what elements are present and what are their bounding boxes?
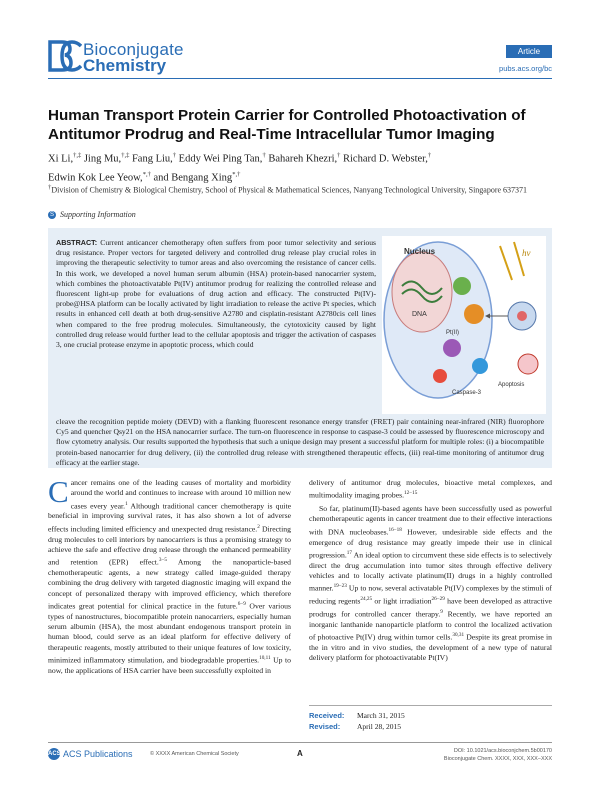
citation-ref[interactable]: 26−29 [431,596,445,603]
revised-date: April 28, 2015 [357,722,401,731]
citation-info: Bioconjugate Chem. XXXX, XXX, XXX−XXX [443,755,552,762]
author-name: Fang Liu, [131,153,173,165]
toc-caspase-label: Caspase-3 [452,390,482,396]
citation-ref[interactable]: 9 [440,609,443,616]
publisher-name: ACS Publications [63,749,133,759]
body-text: delivery of antitumor drug molecules, bioactive metal complexes, and multimodality imaging probes. [309,478,552,500]
body-text: Although traditional cancer chemotherapy is quite beneficial in improving survival rates, it has also shown a lot of adverse effects including limited efficiency and unexpected drug resistance. [48,501,291,534]
author-mark: *,† [142,170,151,178]
body-text: Recently, we have reported an inorganic lanthanide nanoparticle platform to control the localized activation of photoactive Pt(IV) drug within tumor cells. [309,609,552,642]
toc-dna-label: DNA [412,311,427,318]
supporting-info-link[interactable] [48,210,136,219]
author-mark: † [262,152,266,159]
supporting-info-label: Supporting Information [60,210,136,219]
body-text: ancer remains one of the leading causes of mortality and morbidity around the world and continues to increase with around 10 million new cases every year. [70,478,291,511]
journal-logo-mark [48,40,82,72]
journal-url-link[interactable]: pubs.acs.org/bc [499,64,552,73]
author-name: Bahareh Khezri, [268,153,338,165]
paper-title: Human Transport Protein Carrier for Controlled Photoactivation of Antitumor Prodrug and Real-Time Intracellular Tumor Imaging [48,107,526,143]
author-name: and Bengang Xing [153,172,233,183]
journal-name-line1: Bioconjugate [83,40,184,59]
supporting-info-icon: S [49,211,54,218]
received-date: March 31, 2015 [357,711,405,720]
toc-apoptosis-label: Apoptosis [498,382,525,388]
journal-name-line2: Chemistry [83,56,167,75]
citation-ref[interactable]: 1 [125,500,128,507]
citation-ref[interactable]: 10,11 [259,655,271,661]
body-text: So far, platinum(II)-based agents have been successfully used as powerful chemotherapeutic agents in cancer treatment due to their effective interactions with DNA nucleobases. [309,504,552,537]
body-text: Despite its great promise in the in vitro and in vivo studies, the development of a new type of natural delivery platform for photoactivatable Pt(IV) [309,632,552,663]
copyright-notice: © XXXX American Chemical Society [150,751,239,757]
drop-cap: C [48,474,69,509]
footer-divider [48,742,552,743]
author-list [48,148,558,185]
author-name: Jing Mu, [83,153,122,165]
body-text: or light irradiation [372,596,432,606]
author-mark: *,† [232,170,241,178]
author-mark: † [427,152,432,159]
author-name: Xi Li, [48,153,74,165]
body-column-right [309,478,552,664]
doi-block [444,748,552,763]
body-text: have been developed as attractive prodrugs for controlled cancer therapy. [309,596,552,619]
abstract-text-part1 [56,238,376,350]
received-label: Received: [309,711,345,720]
abstract-label: ABSTRACT: [56,238,98,247]
citation-ref[interactable]: 12−15 [404,490,418,497]
header-divider [48,78,552,79]
body-text: Among the nanoparticle-based chemotherapeutic agents, a new strategy called image-guided therapy combining the drug delivery with targeted diagnostic imaging will expand the concept of personalized therapy with improved efficiency, which therefore indicates great potential for clinical practice in the future. [48,557,291,611]
author-mark: † [172,152,177,159]
publisher-logo[interactable] [48,748,133,760]
body-column-left [48,474,292,676]
body-text: An ideal option to circumvent these side effects is to selectively direct the drug accumulation into tumor sites through effective delivery vehicles and to locally activate platinum(II) drugs in a highly controlled manner. [309,550,552,593]
body-text: Over various types of nanostructures, biocompatible protein nanocarriers, especially human serum albumin (HSA), the most abundant endogenous transport protein in human blood, could serve as an ideal platform for effective delivery of therapeutic reagents, mostly attributed to their unique features of low toxicity, minimized inflammatory stimulation, and biodegradable properties. [48,601,292,665]
page-number: A [297,749,303,758]
citation-ref[interactable]: 16−18 [388,526,402,533]
author-name: Edwin Kok Lee Yeow, [48,172,143,183]
toc-pt-label: Pt(II) [446,330,459,336]
citation-ref[interactable]: 24,25 [360,596,373,603]
doi-link[interactable]: DOI: 10.1021/acs.bioconjchem.5b00170 [453,748,552,754]
citation-ref[interactable]: 6−9 [237,600,246,607]
article-type-badge: Article [506,45,552,58]
received-revised-dates [309,705,552,732]
acs-logo-icon: ACS [48,748,60,760]
toc-nucleus-label: Nucleus [404,247,436,256]
citation-ref[interactable]: 3−5 [158,557,167,564]
author-name: Richard D. Webster, [343,153,428,165]
author-name: Eddy Wei Ping Tan, [178,153,263,165]
body-text: However, undesirable side effects and the emergence of drug resistance may greatly impede their use in clinical progression. [309,527,552,560]
citation-ref[interactable]: 19−23 [333,583,347,590]
body-text: Up to now, the applications of HSA carrier have been successfully exploited in [48,655,291,675]
author-mark: †,‡ [73,152,82,159]
abstract-text-part2: cleave the recognition peptide moiety (DEVD) with a flanking fluorescent resonance energy transfer (FRET) pair containing near-infrared (NIR) fluorophore Cy5 and quencher Qsy21 on the HSA nanocarrier surface. The turn-on fluorescence in response to caspase-3 could be assessed by fluorescence microscopy and flow cytometry analysis. Our results supported the hypothesis that such a unique design may present a successful platform for multiple roles: (i) a biocompatible protein-based nanocarrier for drug delivery, (ii) the controlled drug release with strengthened therapeutic effects, (iii) real-time monitoring of antitumor drug efficacy at the earlier stage. [56,417,544,467]
affiliation-text: Division of Chemistry & Biological Chemistry, School of Physical & Mathematical Sciences, Nanyang Technological University, Singapore 637371 [51,185,528,195]
toc-graphic [382,236,546,414]
author-mark: † [337,152,341,159]
toc-light-label: hν [522,248,531,258]
citation-ref[interactable]: 2 [257,523,260,530]
body-text: Up to now, several activatable Pt(IV) complexes by the stimuli of reducing regents [309,583,552,606]
affiliation-mark: † [48,184,52,191]
revised-label: Revised: [309,722,341,731]
author-mark: †,‡ [121,152,130,159]
body-text: Directing drug molecules to cell interiors by nanocarriers is thus a promising strategy to achieve the safe and effective drug release through the enhanced permeability and retention (EPR) effect. [48,524,291,567]
citation-ref[interactable]: 30,31 [452,632,465,639]
abstract-body-1: Current anticancer chemotherapy often suffers from poor tumor selectivity and serious drug resistance. Proper vectors for targeted delivery and controlled drug release play crucial roles in improving the therapeutic selectivity to tumor areas and also overcoming the resistance of cancer cells. In this work, we developed a novel human serum albumin (HSA) protein-based nanocarrier system, which combines the photoactivatable Pt(IV) antitumor prodrug for realizing the controlled release and fluorescent light-up probe for evaluations of drug action and efficacy. The constructed Pt(IV)-probe@HSA platform can be locally activated by light irradiation to release the active Pt species, which results in enhanced cell death at both drug-sensitive A2780 and cisplatin-resistant A2780cis cell lines when compared to the free prodrug molecules. Simultaneously, the cytotoxicity caused by light controlled drug release would further lead to the cellular apoptosis and trigger the activation of caspases 3, one crucial protease enzyme in apoptotic process, which could [56,238,376,350]
citation-ref[interactable]: 17 [346,549,352,556]
affiliation [48,182,558,196]
